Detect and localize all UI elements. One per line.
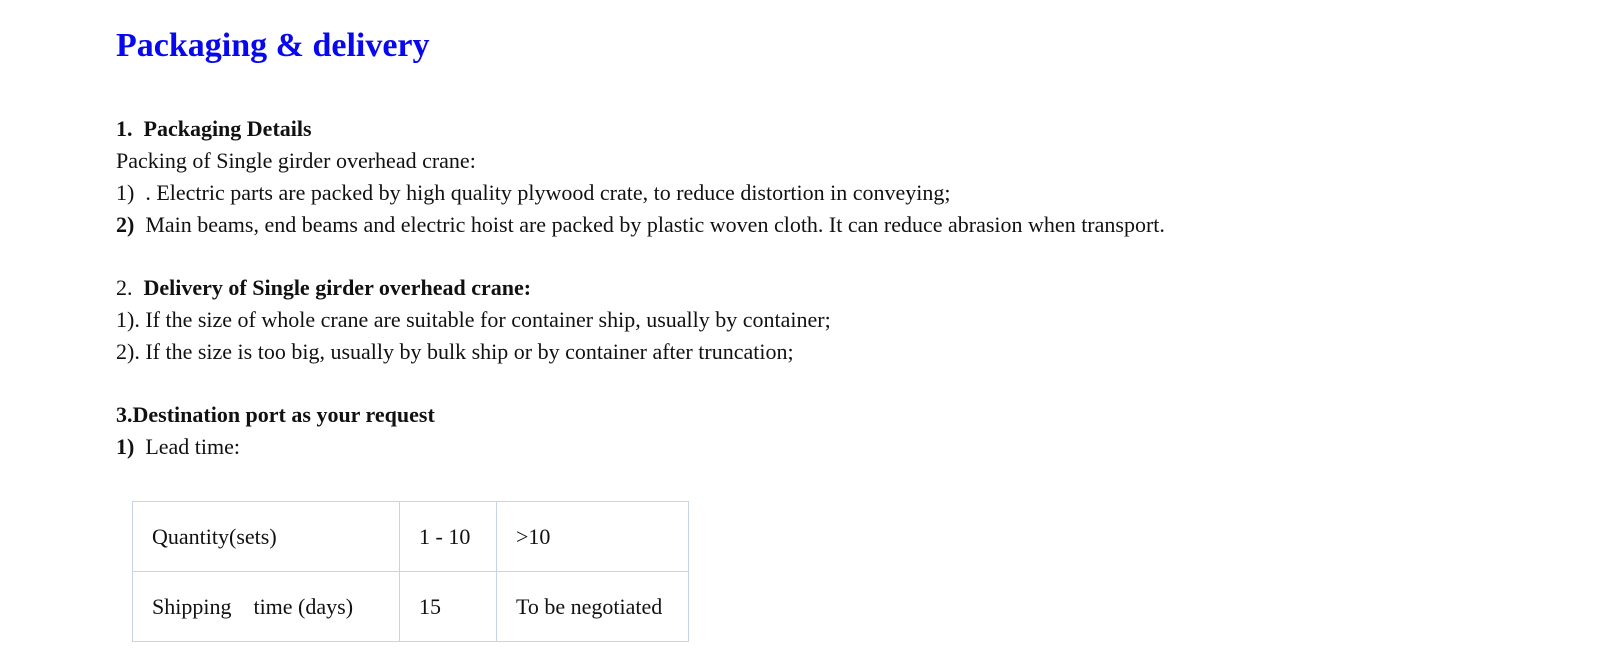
table-cell: To be negotiated (497, 572, 689, 642)
table-cell: >10 (497, 502, 689, 572)
text-line (116, 304, 1559, 336)
text-line (116, 145, 1559, 177)
table-cell: 1 - 10 (400, 502, 497, 572)
text-segment: Packing of Single girder overhead crane: (116, 148, 476, 173)
text-segment: 2). If the size is too big, usually by bulk ship or by container after truncation; (116, 339, 794, 364)
text-segment: Lead time: (134, 434, 241, 459)
table-cell: Shipping time (days) (133, 572, 400, 642)
text-line (116, 431, 1559, 463)
lead-time-table-body (133, 502, 689, 642)
text-segment-bold: 1) (116, 434, 135, 459)
text-line (116, 272, 1559, 304)
text-line (116, 399, 1559, 431)
section-destination-port (116, 399, 1559, 463)
section-packaging-details (116, 113, 1559, 241)
table-row (133, 502, 689, 572)
table-row (133, 572, 689, 642)
text-segment-bold: 3.Destination port as your request (116, 402, 435, 427)
content-sections (116, 113, 1559, 463)
section-delivery (116, 272, 1559, 368)
text-line (116, 113, 1559, 145)
text-line (116, 209, 1559, 241)
text-segment: 1) . Electric parts are packed by high quality plywood crate, to reduce distortion in conveying; (116, 180, 951, 205)
table-cell: 15 (400, 572, 497, 642)
lead-time-table (132, 501, 689, 642)
text-segment-bold: 2) (116, 212, 135, 237)
text-line (116, 336, 1559, 368)
text-segment-bold: 1. Packaging Details (116, 116, 312, 141)
text-segment: Main beams, end beams and electric hoist are packed by plastic woven cloth. It can reduce abrasion when transport. (134, 212, 1165, 237)
text-segment: 2. (116, 275, 144, 300)
text-segment-bold: Delivery of Single girder overhead crane: (143, 275, 532, 300)
text-segment: 1). If the size of whole crane are suitable for container ship, usually by container; (116, 307, 831, 332)
text-line (116, 177, 1559, 209)
table-cell: Quantity(sets) (133, 502, 400, 572)
page-title: Packaging & delivery (116, 27, 430, 64)
